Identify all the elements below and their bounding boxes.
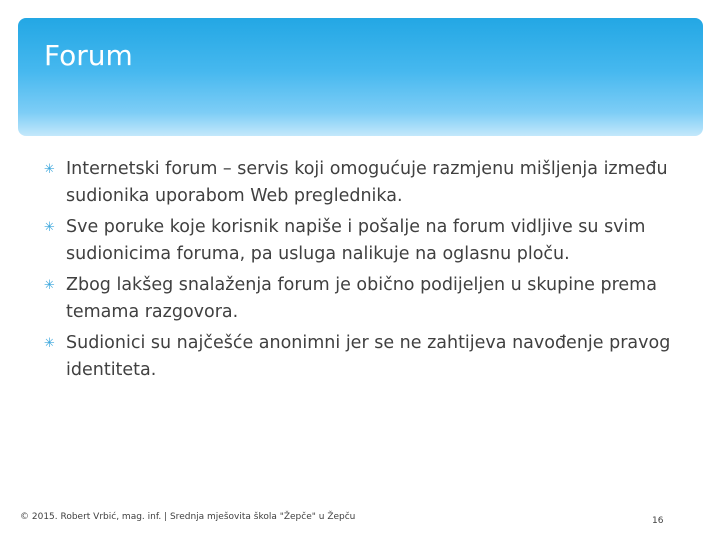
bullet-text: Sve poruke koje korisnik napiše i pošalje na forum vidljive su svim sudionicima foruma, pa usluga nalikuje na oglasnu ploču. (66, 217, 646, 264)
bullet-list (44, 156, 694, 388)
bullet-item (44, 272, 694, 326)
page-number: 16 (652, 516, 664, 526)
slide-title: Forum (44, 39, 133, 72)
asterisk-icon: ✳ (44, 278, 55, 293)
bullet-text: Sudionici su najčešće anonimni jer se ne zahtijeva navođenje pravog identiteta. (66, 333, 671, 380)
asterisk-icon: ✳ (44, 162, 55, 177)
bullet-item (44, 330, 694, 384)
asterisk-icon: ✳ (44, 220, 55, 235)
bullet-item (44, 214, 694, 268)
bullet-item (44, 156, 694, 210)
bullet-text: Internetski forum – servis koji omogućuje razmjenu mišljenja između sudionika uporabom Web preglednika. (66, 159, 668, 206)
asterisk-icon: ✳ (44, 336, 55, 351)
footer-credit: © 2015. Robert Vrbić, mag. inf. | Srednja mješovita škola "Žepče" u Žepču (20, 512, 356, 522)
bullet-text: Zbog lakšeg snalaženja forum je obično podijeljen u skupine prema temama razgovora. (66, 275, 657, 322)
